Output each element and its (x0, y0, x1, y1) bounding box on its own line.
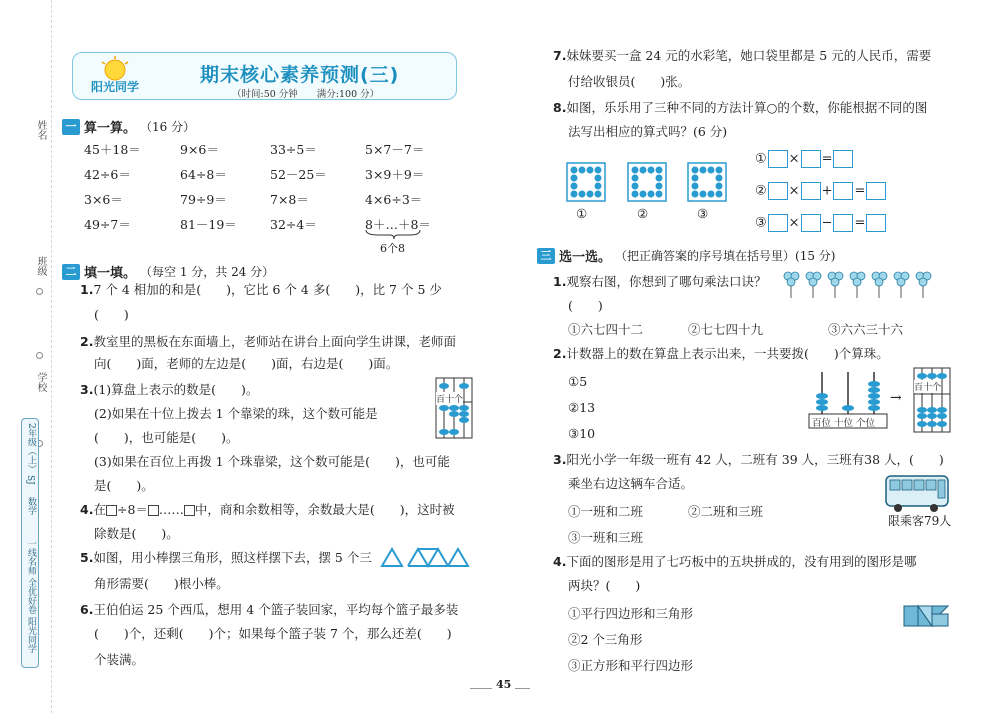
calc-cell: 42÷6＝ (84, 167, 131, 182)
section-number: 三 (537, 248, 555, 264)
calc-cell: 79÷9＝ (180, 192, 227, 207)
page-title: 期末核心素养预测(三) (200, 64, 400, 86)
counter-label: 百位 十位 个位 (812, 418, 876, 429)
page-subtitle: （时间:50 分钟 满分:100 分） (232, 89, 380, 100)
question-2: 2.教室里的黑板在东面墙上，老师站在讲台上面向学生讲课，老师面 (80, 334, 456, 349)
circle-frames-figure (564, 160, 744, 206)
bus-icon (884, 472, 950, 514)
calc-cell: 7×8＝ (270, 192, 309, 207)
binding-hole (36, 352, 43, 359)
calc-cell: 64÷8＝ (180, 167, 227, 182)
section-title: 算一算。 (84, 121, 137, 136)
question-3-1-cont: ( ) (568, 298, 603, 313)
question-3c: (3)如果在百位上再拨 1 个珠靠梁，这个数可能是( )，也可能 (94, 454, 450, 469)
question-3-3-cont: 乘坐右边这辆车合适。 (568, 476, 694, 491)
option: ③正方形和平行四边形 (568, 658, 694, 673)
triangles-figure (380, 546, 474, 568)
question-3-4: 4.下面的图形是用了七巧板中的五块拼成的，没有用到的图形是哪 (553, 554, 917, 569)
tangram-figure (902, 604, 950, 628)
question-8: 8.如图，乐乐用了三种不同的方法计算○的个数，你能根据不同的图 (553, 100, 928, 115)
question-1: 1.7 个 4 相加的和是( )，它比 6 个 4 多( )，比 7 个 5 少 (80, 282, 442, 297)
question-7-cont: 付给收银员( )张。 (568, 74, 691, 89)
calc-cell: 4×6÷3＝ (365, 192, 423, 207)
option: ③一班和三班 (568, 530, 644, 545)
option: ①一班和二班 (568, 504, 644, 519)
question-1-cont: ( ) (94, 307, 129, 322)
spine-grade: 2年级（上） (26, 423, 36, 474)
spine-brand: 阳光同学 (26, 617, 36, 653)
calc-cell: 33÷5＝ (270, 142, 317, 157)
bus-label: 限乘客79人 (888, 514, 952, 528)
school-label: 学校 (35, 372, 46, 392)
spine-subject: 数学 (26, 497, 36, 515)
option: ①平行四边形和三角形 (568, 606, 694, 621)
option: ②2 个三角形 (568, 632, 643, 647)
question-6-cont: ( )个，还剩( )个；如果每个篮子装 7 个，那么还差( ) (94, 626, 452, 641)
calc-cell: 9×6＝ (180, 142, 219, 157)
calc-cell: 3×6＝ (84, 192, 123, 207)
section-note: （把正确答案的序号填在括号里）(15 分) (615, 249, 836, 263)
question-3c-cont: 是( )。 (94, 478, 154, 493)
option: ②13 (568, 400, 596, 415)
figure-label-2: ② (637, 206, 649, 221)
abacus-empty-figure (912, 366, 952, 434)
figure-label-3: ③ (697, 206, 709, 221)
brace-icon (364, 228, 424, 240)
question-3-2: 2.计数器上的数在算盘上表示出来，一共要拨( )个算珠。 (553, 346, 889, 361)
section-note: （16 分） (140, 120, 196, 134)
spine-series: 一线名师 全优好卷 (26, 539, 36, 614)
brand-logo (80, 56, 150, 96)
question-3-3: 3.阳光小学一年级一班有 42 人，二班有 39 人，三班有38 人，( ) (553, 452, 944, 467)
calc-cell: 5×7－7＝ (365, 142, 425, 157)
section-3-heading (537, 246, 835, 265)
arrow-icon: → (890, 390, 902, 406)
abacus-figure (434, 376, 474, 440)
option: ①六七四十二 (568, 322, 644, 337)
logo-text: 阳光同学 (90, 80, 140, 94)
section-title: 选一选。 (559, 250, 612, 265)
option: ②七七四十九 (688, 322, 764, 337)
spine-label (21, 418, 39, 668)
page-number: 45 (492, 678, 515, 691)
question-4: 4.在 ÷8＝ …… 中，商和余数相等，余数最大是( )，这时被 (80, 502, 455, 517)
option: ③六六三十六 (828, 322, 904, 337)
section-title: 填一填。 (84, 266, 137, 281)
option: ③10 (568, 426, 596, 441)
abacus-label: 百十个 (914, 380, 941, 393)
section-1-heading (62, 117, 195, 136)
question-6: 6.王伯伯运 25 个西瓜，想用 4 个篮子装回家，平均每个篮子最多装 (80, 602, 459, 617)
equation-1: ① × = (755, 150, 854, 168)
question-5: 5.如图，用小棒摆三角形，照这样摆下去，摆 5 个三 (80, 550, 372, 565)
binding-hole (36, 288, 43, 295)
figure-label-1: ① (576, 206, 588, 221)
calc-cell: 52－25＝ (270, 167, 327, 182)
question-3b: (2)如果在十位上拨去 1 个靠梁的珠，这个数可能是 (94, 406, 378, 421)
brace-label: 6个8 (380, 242, 405, 255)
equation-2: ② × + = (755, 182, 887, 200)
calc-cell: 81－19＝ (180, 217, 237, 232)
question-3b-cont: ( )，也可能是( )。 (94, 430, 239, 445)
question-7: 7.妹妹要买一盒 24 元的水彩笔，她口袋里都是 5 元的人民币，需要 (553, 48, 932, 63)
calc-cell: 3×9＋9＝ (365, 167, 425, 182)
calc-cell: 45＋18＝ (84, 142, 141, 157)
question-6-cont2: 个装满。 (94, 652, 145, 667)
option: ②二班和三班 (688, 504, 764, 519)
calc-cell: 8＋…＋8＝ (365, 217, 431, 232)
abacus-label: 百十个 (436, 392, 463, 405)
name-label: 姓名 (35, 120, 46, 140)
equation-3: ③ × − = (755, 214, 887, 232)
question-8-cont: 法写出相应的算式吗？(6 分) (568, 124, 728, 139)
question-2-cont: 向( )面，老师的左边是( )面，右边是( )面。 (94, 356, 399, 371)
option: ①5 (568, 374, 588, 389)
section-note: （每空 1 分，共 24 分） (140, 265, 275, 279)
spine-edition: SJ (25, 475, 35, 485)
question-5-cont: 角形需要( )根小棒。 (94, 576, 229, 591)
section-number: 一 (62, 119, 80, 135)
balloons-figure (780, 270, 950, 300)
calc-cell: 32÷4＝ (270, 217, 317, 232)
calc-cell: 49÷7＝ (84, 217, 131, 232)
class-label: 班级 (35, 256, 46, 276)
question-3-4-cont: 两块？( ) (568, 578, 641, 593)
question-3: 3.(1)算盘上表示的数是( )。 (80, 382, 259, 397)
question-3-1: 1.观察右图，你想到了哪句乘法口诀？ (553, 274, 767, 289)
question-4-cont: 除数是( )。 (94, 526, 179, 541)
section-number: 二 (62, 264, 80, 280)
